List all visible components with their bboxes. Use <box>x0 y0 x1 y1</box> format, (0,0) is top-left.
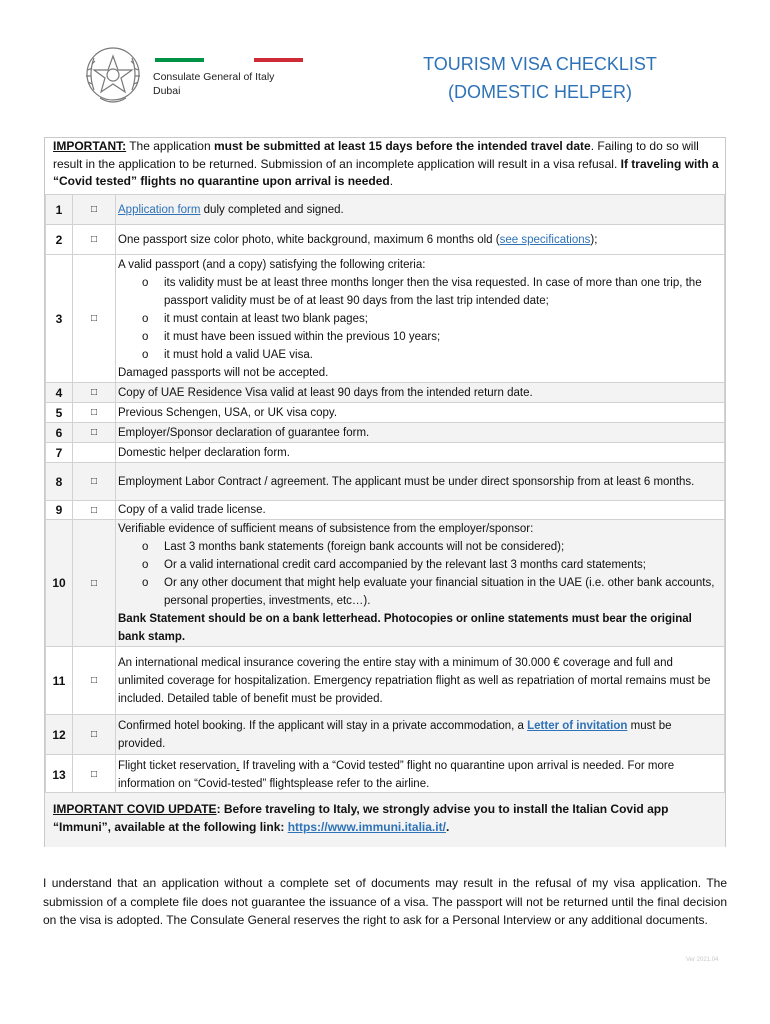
consulate-line1: Consulate General of Italy <box>153 71 275 83</box>
checklist-table <box>45 194 725 795</box>
flag-green <box>155 58 204 62</box>
checklist-row <box>46 715 725 755</box>
italian-republic-emblem-icon <box>82 44 144 108</box>
consulate-line2: Dubai <box>153 85 181 97</box>
checklist-row <box>46 501 725 520</box>
item-checkbox[interactable]: □ <box>73 255 116 383</box>
checklist-row <box>46 755 725 795</box>
checklist-row <box>46 383 725 403</box>
item-text <box>116 195 725 225</box>
bullet-text: Or any other document that might help evaluate your financial situation in the UAE (i.e. other bank accounts, personal properties, investments, etc…). <box>164 577 715 607</box>
bullet-glyph: o <box>142 541 149 553</box>
important-text-1: The application <box>126 139 214 153</box>
item-number: 7 <box>46 443 73 463</box>
see-specifications-link[interactable]: see specifications <box>499 233 591 246</box>
item-checkbox[interactable]: □ <box>73 715 116 755</box>
sub-bullet <box>118 328 718 346</box>
bullet-glyph: o <box>142 330 149 343</box>
italian-flag-stripe <box>155 58 303 62</box>
bullet-glyph: o <box>142 348 149 361</box>
application-form-link[interactable]: Application form <box>118 203 201 216</box>
item-text <box>116 225 725 255</box>
item-checkbox[interactable]: □ <box>73 423 116 443</box>
important-text-3: . <box>389 174 394 188</box>
item-number: 3 <box>46 255 73 383</box>
item-number: 12 <box>46 715 73 755</box>
title-line2: (DOMESTIC HELPER) <box>447 82 633 102</box>
letter-of-invitation-link[interactable]: Letter of invitation <box>527 719 628 732</box>
bullet-glyph: o <box>142 559 149 571</box>
checklist-box <box>44 137 726 847</box>
item-number: 8 <box>46 463 73 501</box>
version-label: Ver 2021.04 <box>686 957 719 963</box>
checklist-row <box>46 225 725 255</box>
item-checkbox[interactable]: □ <box>73 755 116 795</box>
item-text <box>116 755 725 795</box>
item-checkbox[interactable]: □ <box>73 647 116 715</box>
covid-text-end: . <box>445 820 450 834</box>
item-number: 9 <box>46 501 73 520</box>
covid-text: : Before traveling to Italy, we strongly advise you to install the Italian Covid app “Immuni”, available at the following link: <box>53 802 669 834</box>
item-number: 6 <box>46 423 73 443</box>
bullet-text: Or a valid international credit card accompanied by the relevant last 3 months card statements; <box>164 559 646 571</box>
item-text: Copy of a valid trade license. <box>116 501 725 520</box>
sub-bullet <box>118 556 718 574</box>
flag-red <box>254 58 303 62</box>
immuni-link[interactable]: https://www.immuni.italia.it/ <box>287 820 446 834</box>
checklist-row <box>46 443 725 463</box>
consulate-name <box>153 70 274 98</box>
item-text-part: Flight ticket reservation <box>118 759 237 772</box>
item-intro: A valid passport (and a copy) satisfying the following criteria: <box>118 258 426 271</box>
bullet-text: Last 3 months bank statements (foreign bank accounts will not be considered); <box>164 541 565 553</box>
bullet-text: it must have been issued within the previous 10 years; <box>164 330 441 343</box>
checklist-row <box>46 255 725 383</box>
item-checkbox[interactable]: □ <box>73 463 116 501</box>
item-text <box>116 715 725 755</box>
item-text <box>116 255 725 383</box>
item-text-part: One passport size color photo, white background, maximum 6 months old ( <box>118 233 500 246</box>
checklist-row <box>46 463 725 501</box>
bullet-glyph: o <box>142 577 149 589</box>
bullet-glyph: o <box>142 312 149 325</box>
declaration-paragraph: I understand that an application without a complete set of documents may result in the refusal of my visa application. The submission of a complete file does not guarantee the issuance of a visa. The passport will not be returned until the final decision on the visa is adopted. The Consulate General reserves the right to ask for a Personal Interview or any additional documents. <box>43 876 727 927</box>
flag-white <box>204 58 253 62</box>
item-checkbox[interactable]: □ <box>73 520 116 647</box>
document-title <box>400 50 680 106</box>
title-line1: TOURISM VISA CHECKLIST <box>423 54 657 74</box>
item-checkbox[interactable]: □ <box>73 403 116 423</box>
bullet-glyph: o <box>142 276 149 289</box>
item-text-part: If traveling with a “Covid tested” flight no quarantine upon arrival is needed. For more information on “Covid-tested” flightsplease refer to the airline. <box>118 759 675 790</box>
sub-bullet <box>118 574 718 610</box>
important-label: IMPORTANT: <box>53 139 127 153</box>
item-number: 4 <box>46 383 73 403</box>
item-text: Employer/Sponsor declaration of guarantee form. <box>116 423 725 443</box>
important-text-2: . Failing to do so will result in the application to be returned. Submission of an incomplete application will result in a visa refusal. <box>53 139 699 171</box>
item-text: An international medical insurance covering the entire stay with a minimum of 30.000 € coverage and full and unlimited coverage for hospitalization. Emergency repatriation flight as well as repatriation of mortal remains must be included. Detailed table of benefit must be provided. <box>116 647 725 715</box>
sub-bullet <box>118 538 718 556</box>
item-number: 2 <box>46 225 73 255</box>
item-number: 5 <box>46 403 73 423</box>
item-checkbox[interactable]: □ <box>73 225 116 255</box>
important-notice <box>53 138 719 191</box>
item-checkbox[interactable]: □ <box>73 195 116 225</box>
item-text: Domestic helper declaration form. <box>116 443 725 463</box>
checklist-row <box>46 647 725 715</box>
item-checkbox[interactable]: □ <box>73 501 116 520</box>
item-checkbox-empty <box>73 443 116 463</box>
item-text: Employment Labor Contract / agreement. The applicant must be under direct sponsorship from at least 6 months. <box>116 463 725 501</box>
item-number: 11 <box>46 647 73 715</box>
item-outro-bold: Bank Statement should be on a bank letterhead. Photocopies or online statements must bear the original bank stamp. <box>118 613 692 643</box>
item-text: Previous Schengen, USA, or UK visa copy. <box>116 403 725 423</box>
item-text-part: duly completed and signed. <box>200 203 344 216</box>
item-checkbox[interactable]: □ <box>73 383 116 403</box>
item-text <box>116 520 725 647</box>
item-text-part: must be provided. <box>118 719 672 750</box>
bullet-text: it must hold a valid UAE visa. <box>164 348 313 361</box>
item-number: 10 <box>46 520 73 647</box>
item-intro: Verifiable evidence of sufficient means of subsistence from the employer/sponsor: <box>118 523 534 535</box>
important-bold-2: If traveling with a “Covid tested” flights no quarantine upon arrival is needed <box>53 156 719 188</box>
checklist-row <box>46 403 725 423</box>
bullet-text: its validity must be at least three months longer then the visa requested. In case of more than one trip, the passport validity must be of at least 90 days from the last trip intended date; <box>164 276 702 307</box>
covid-update-notice <box>45 792 725 847</box>
item-text-underlined: . <box>236 759 240 772</box>
important-bold-1: must be submitted at least 15 days before the intended travel date <box>213 139 591 153</box>
sub-bullet <box>118 310 718 328</box>
checklist-row <box>46 195 725 225</box>
item-text-part: ); <box>590 233 598 246</box>
item-number: 13 <box>46 755 73 795</box>
covid-label: IMPORTANT COVID UPDATE <box>53 802 217 816</box>
checklist-row <box>46 423 725 443</box>
sub-bullet <box>118 274 718 310</box>
item-text-part: Confirmed hotel booking. If the applicant will stay in a private accommodation, a <box>118 719 528 732</box>
checklist-row <box>46 520 725 647</box>
item-text: Copy of UAE Residence Visa valid at least 90 days from the intended return date. <box>116 383 725 403</box>
item-outro: Damaged passports will not be accepted. <box>118 366 329 379</box>
item-number: 1 <box>46 195 73 225</box>
sub-bullet <box>118 346 718 364</box>
bullet-text: it must contain at least two blank pages; <box>164 312 368 325</box>
